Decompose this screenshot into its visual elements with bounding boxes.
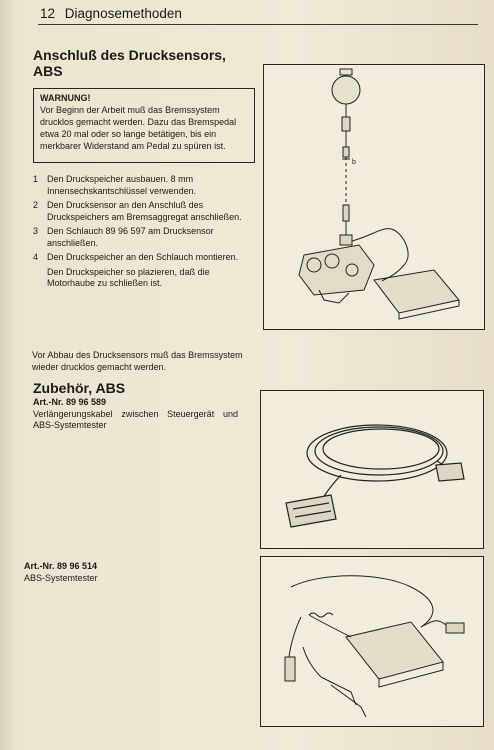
figure-abs-tester <box>260 556 484 727</box>
step-item <box>33 267 258 290</box>
accessory-item <box>24 561 229 584</box>
step-number <box>33 267 47 290</box>
section-title-accessories: Zubehör, ABS <box>33 380 126 396</box>
article-description: Verlängerungskabel zwischen Steuergerät und ABS-Systemtester <box>33 408 238 430</box>
warning-box <box>33 88 255 163</box>
step-number: 4 <box>33 252 39 262</box>
accessory-item <box>33 397 238 432</box>
page-number: 12 <box>40 6 56 21</box>
extension-cable-illustration <box>261 391 483 548</box>
step-number: 3 <box>33 226 39 236</box>
abs-system-tester-illustration <box>261 557 483 726</box>
step-list <box>33 174 258 293</box>
page-header <box>40 6 182 21</box>
article-number: Art.-Nr. 89 96 589 <box>33 397 107 407</box>
step-item <box>33 226 258 249</box>
step-item <box>33 252 258 264</box>
chapter-title: Diagnosemethoden <box>64 6 182 21</box>
warning-label: WARNUNG! <box>40 93 91 103</box>
step-text: Den Drucksensor an den Anschluß des Druckspeichers am Bremsaggregat anschließen. <box>47 200 242 222</box>
step-number: 2 <box>33 200 39 210</box>
figure-extension-cable <box>260 390 484 549</box>
depressurize-note: Vor Abbau des Drucksensors muß das Bremssystem wieder drucklos gemacht werden. <box>32 350 243 372</box>
step-text: Den Schlauch 89 96 597 am Drucksensor anschließen. <box>47 226 214 248</box>
step-number: 1 <box>33 174 39 184</box>
article-description: ABS-Systemtester <box>24 572 98 583</box>
header-rule <box>38 24 478 25</box>
step-item <box>33 200 258 223</box>
step-text: Den Druckspeicher ausbauen. 8 mm Innensechskantschlüssel verwenden. <box>47 174 197 196</box>
step-item <box>33 174 258 197</box>
article-number: Art.-Nr. 89 96 514 <box>24 561 98 571</box>
step-text: Den Druckspeicher an den Schlauch montieren. <box>47 252 239 262</box>
warning-text: Vor Beginn der Arbeit muß das Bremssystem drucklos gemacht werden. Dazu das Bremspedal etwa 20 mal oder so lange betätigen, bis ein merkbarer Widerstand am Pedal zu spüren ist. <box>40 105 237 151</box>
section-title-pressure-sensor: Anschluß des Drucksensors, ABS <box>33 47 226 79</box>
figure-pressure-sensor <box>263 64 485 330</box>
svg-text:b: b <box>352 159 356 166</box>
step-text: Den Druckspeicher so plazieren, daß die Motorhaube zu schließen ist. <box>47 266 210 288</box>
pressure-sensor-setup-illustration <box>264 65 484 329</box>
